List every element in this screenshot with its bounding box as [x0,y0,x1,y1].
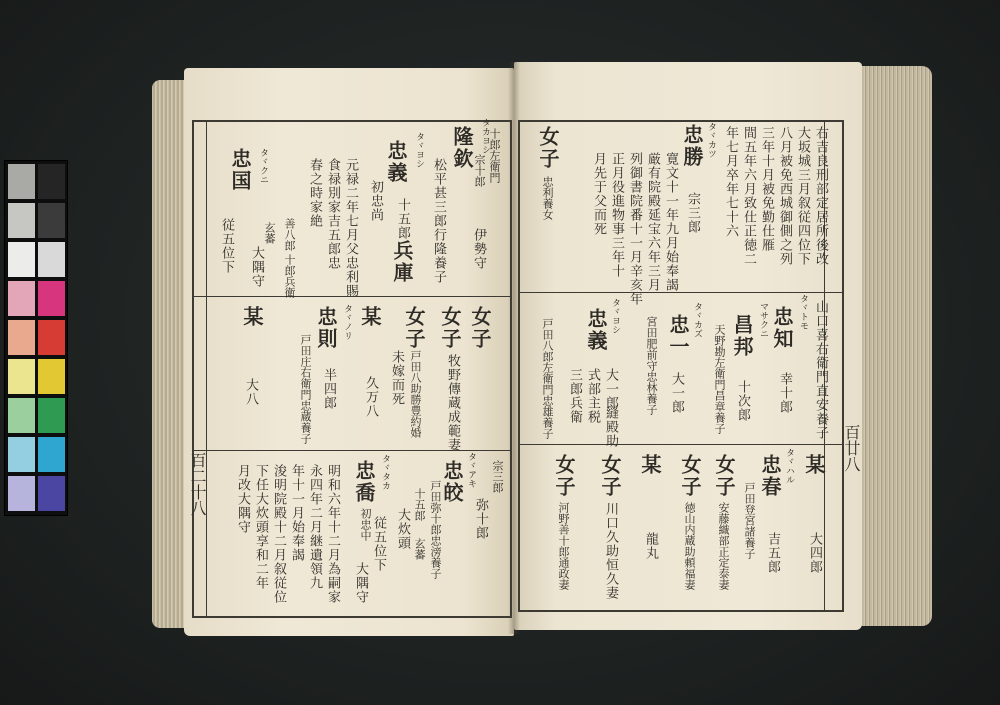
name-b: 女子 [536,126,560,170]
color-chip [38,398,65,433]
color-chip [38,437,65,472]
color-chip [38,242,65,277]
left-margin-rule [206,120,207,616]
left-divider-2 [192,450,510,451]
m5-note: 戸田庄右衛門忠蔵養子 [299,334,312,444]
reading-t2: タカヨシ [480,118,490,154]
open-book [152,62,932,640]
m-c3-title: 十次郎 [735,380,750,422]
bio-a1: 寛文十一年九月始奉謁 [663,152,678,292]
m2-note: 牧野傳蔵成範妻 [445,354,460,452]
color-chip [38,320,65,355]
l7: 年十一月始奉謁 [289,464,304,562]
m-c5-reading: タヾヨシ [610,298,620,334]
bio-a4: 正月役進物事三年十 [609,152,624,278]
m5-reading: タヾノリ [342,304,352,340]
l10: 月改大隅守 [235,464,250,534]
name-t2: 隆欽 [450,126,474,170]
l4-title: 大隅守 [353,562,368,604]
left-page [184,68,514,636]
l4-note: 初忠中 [359,508,372,541]
l3-title: 十五郎 [413,488,426,521]
left-folio: 百二十八 [188,452,207,516]
m-c3-note: 天野勘左衛門昌章養子 [713,324,726,434]
text-t1c: 伊勢守 [471,228,486,270]
title2-t3: 兵庫 [390,240,414,284]
color-chip [38,359,65,394]
m-c4-name: 忠一 [666,314,690,358]
bio-a2: 厳有院殿延宝六年三月 [645,152,660,292]
m-c5-note: 式部主税 [585,368,600,424]
b6: 女子 [598,454,622,498]
note-t7: 玄蕃 [263,222,276,244]
color-chip [8,476,35,511]
l4-name: 忠喬 [352,460,376,504]
m-c5-title1: 大一郎 [603,368,618,410]
reading-t3: タヾヨシ [414,132,424,168]
l8: 浚明院殿十二月叙従位 [271,464,286,604]
color-chip [8,281,35,316]
title-t3: 十五郎 [395,198,410,240]
m4-title: 久万八 [363,376,378,418]
name-a: 忠勝 [680,124,704,168]
b1-title: 大四郎 [807,532,822,574]
bio-a3: 列御書院番十一月辛亥年 [627,152,642,306]
m2-label: 女子 [438,306,462,350]
color-chip [8,320,35,355]
intro-6: 年七月卒年七十六 [723,126,738,238]
color-chip [38,164,65,199]
title3-t7: 大隅守 [249,246,264,288]
b3-note: 安藤織部正定泰妻 [717,502,730,590]
text-t1: 十郎左衛門 [488,128,501,183]
title2-t7: 十郎兵衛 [283,254,296,298]
color-chip [8,203,35,238]
l1b: 弥十郎 [473,498,488,540]
b5-title: 龍丸 [643,532,658,560]
note-t2: 松平甚三郎行隆養子 [431,158,446,284]
l4-rank: 従五位下 [371,516,386,572]
m-c5-note2: 戸田八郎左衛門忠雄養子 [541,318,554,439]
name-a-reading: タヾカツ [706,122,716,158]
name-a-title: 宗三郎 [685,192,700,234]
intro-3: 八月被免西城御側之列 [777,126,792,266]
b2-note: 戸田登宮諸養子 [743,482,756,559]
m4-label: 某 [358,306,382,328]
book-gutter [508,62,520,634]
right-page [514,62,862,630]
right-divider-2 [518,444,842,445]
m-c5-name: 忠義 [584,308,608,352]
name-t3: 忠義 [384,140,408,184]
text-t1b: 宗十郎 [473,154,486,187]
m-c5-title2: 三郎兵衛 [567,368,582,424]
m-c1: 山口喜右衛門直安養子 [813,300,828,440]
m3-label: 女子 [402,306,426,350]
text-t6: 春之時家絶 [307,158,322,228]
name-t7: 忠国 [228,148,252,192]
l3-title2: 玄蕃 [413,538,426,560]
m-c2-reading: タヾトモ [798,294,808,330]
color-chip [8,437,35,472]
m-c3-name: 昌邦 [730,314,754,358]
intro-1: 右吉良刑部定居所後改 [813,126,828,266]
color-chip [38,281,65,316]
l4-reading: タヾタカ [380,454,390,490]
intro-4: 三年十月被免勤仕雁 [759,126,774,252]
b7: 女子 [552,454,576,498]
b4: 女子 [678,454,702,498]
color-chip [38,203,65,238]
color-chip [8,242,35,277]
m-c3-reading: マサクニ [758,302,768,338]
m3-note2: 未嫁而死 [389,350,404,406]
intro-5: 間五年六月致仕正徳二 [741,126,756,266]
note-t3: 初忠尚 [368,180,383,222]
l1: 宗三郎 [491,460,504,493]
b5: 某 [638,454,662,476]
title-t7: 善八郎 [283,218,296,251]
text-t4: 元禄二年七月父忠利賜 [343,158,358,298]
m6-title: 大八 [243,378,258,406]
l2-note: 戸田弥十郎忠滂養子 [429,480,442,579]
name-b-note: 忠利養女 [541,176,554,220]
reading-t7: タヾクニ [258,148,268,184]
b2-title: 吉五郎 [765,532,780,574]
l6: 永四年二月継遺領九 [307,464,322,590]
bio-a5: 月先于父而死 [591,152,606,236]
l5: 明和六年十二月為嗣家 [325,464,340,604]
l9: 下任大炊頭享和二年 [253,464,268,590]
color-chip [38,476,65,511]
b1: 某 [802,454,826,476]
m5-name: 忠則 [314,306,338,350]
m-c2-name: 忠知 [770,306,794,350]
m-c5-title3: 縫殿助 [603,406,618,448]
m-c4-note: 宮田肥前守忠林養子 [645,316,658,415]
intro-2: 大坂城三月叙従四位下 [795,126,810,266]
color-chip [8,359,35,394]
rank-t7: 従五位下 [219,218,234,274]
m-c4-title: 大一郎 [669,372,684,414]
color-chip [8,164,35,199]
b4-note: 徳山内蔵助頼福妻 [683,502,696,590]
m5-title: 半四郎 [321,368,336,410]
m-c4-reading: タヾカズ [692,302,702,338]
right-divider-1 [518,292,842,293]
l3-title3: 大炊頭 [395,508,410,550]
color-chip [8,398,35,433]
m6-label: 某 [240,306,264,328]
b2-reading: タヾハル [784,448,794,484]
b3: 女子 [712,454,736,498]
m1-label: 女子 [468,306,492,350]
b7-note: 河野善十郎通政妻 [557,502,570,590]
color-checker [4,160,68,516]
text-t5: 食禄別家吉五郎忠 [325,158,340,270]
l2-reading: タヾアキ [466,452,476,488]
b2-name: 忠春 [758,454,782,498]
page-edges-right [856,66,932,626]
right-folio: 百廿八 [842,424,861,472]
m3-note: 戸田八助勝豊約婚 [409,350,422,438]
b6-note: 川口久助恒久妻 [603,502,618,600]
l2-name: 忠皎 [440,460,464,504]
m-c2-title: 幸十郎 [777,372,792,414]
